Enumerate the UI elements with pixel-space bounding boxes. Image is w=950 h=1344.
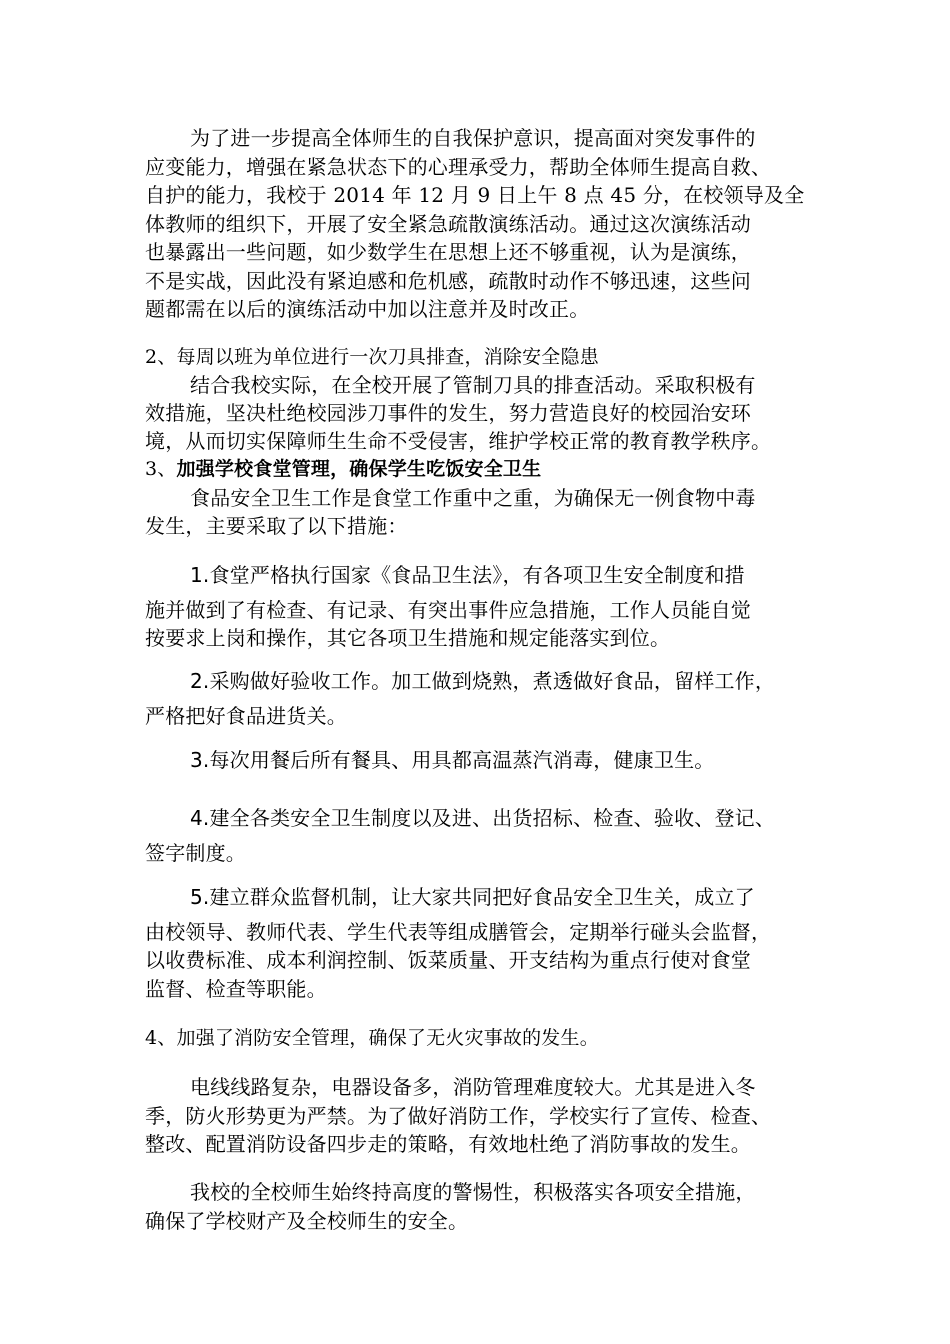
paragraph-2-line-1: 结合我校实际，在全校开展了管制刀具的排查活动。采取积极有	[190, 373, 756, 397]
measure-4-line-2: 签字制度。	[145, 841, 246, 865]
section-4-heading: 4、加强了消防安全管理，确保了无火灾事故的发生。	[145, 1027, 599, 1049]
paragraph-1-line-3: 自护的能力，我校于 2014 年 12 月 9 日上午 8 点 45 分，在校领导及全	[145, 183, 805, 207]
measure-3-line-1	[190, 748, 714, 772]
measure-5-line-4: 监督、检查等职能。	[145, 977, 327, 1001]
measure-2-number: 2.	[190, 669, 210, 693]
measure-5-line-3: 以收费标准、成本利润控制、饭菜质量、开支结构为重点行使对食堂	[145, 948, 751, 972]
measure-3-text: 每次用餐后所有餐具、用具都高温蒸汽消毒，健康卫生。	[209, 748, 715, 772]
paragraph-1-line-1: 为了进一步提高全体师生的自我保护意识，提高面对突发事件的	[190, 126, 756, 150]
measure-1-line-1	[190, 563, 745, 587]
measure-4-line-1	[190, 806, 775, 830]
paragraph-2-line-3: 境，从而切实保障师生生命不受侵害，维护学校正常的教育教学秩序。	[145, 429, 772, 453]
paragraph-1-line-6: 不是实战，因此没有紧迫感和危机感，疏散时动作不够迅速，这些问	[145, 269, 751, 293]
paragraph-5-line-2: 确保了学校财产及全校师生的安全。	[145, 1209, 469, 1233]
paragraph-4-line-2: 季，防火形势更为严禁。为了做好消防工作，学校实行了宣传、检查、	[145, 1104, 772, 1128]
measure-5-line-1	[190, 885, 755, 909]
paragraph-1-line-4: 体教师的组织下，开展了安全紧急疏散演练活动。通过这次演练活动	[145, 212, 751, 236]
measure-5-line-2: 由校领导、教师代表、学生代表等组成膳管会，定期举行碰头会监督，	[145, 920, 772, 944]
measure-4-number: 4.	[190, 806, 210, 830]
section-3-heading	[145, 457, 541, 481]
measure-1-line-3: 按要求上岗和操作，其它各项卫生措施和规定能落实到位。	[145, 626, 671, 650]
section-2-heading: 2、每周以班为单位进行一次刀具排查，消除安全隐患	[145, 346, 599, 368]
measure-1-text: 食堂严格执行国家《食品卫生法》，有各项卫生安全制度和措	[209, 563, 745, 587]
measure-5-text: 建立群众监督机制，让大家共同把好食品安全卫生关，成立了	[209, 885, 755, 909]
paragraph-3-line-2: 发生，主要采取了以下措施：	[145, 514, 408, 538]
measure-2-line-2: 严格把好食品进货关。	[145, 704, 347, 728]
measure-2-text: 采购做好验收工作。加工做到烧熟，煮透做好食品，留样工作，	[209, 669, 776, 693]
paragraph-1-line-2: 应变能力，增强在紧急状态下的心理承受力，帮助全体师生提高自救、	[145, 155, 772, 179]
measure-2-line-1	[190, 669, 775, 693]
measure-3-number: 3.	[190, 748, 210, 772]
section-3-title: 加强学校食堂管理，确保学生吃饭安全卫生	[176, 458, 542, 480]
paragraph-4-line-1: 电线线路复杂，电器设备多，消防管理难度较大。尤其是进入冬	[190, 1075, 756, 1099]
paragraph-1-line-7: 题都需在以后的演练活动中加以注意并及时改正。	[145, 297, 590, 321]
measure-1-line-2: 施并做到了有检查、有记录、有突出事件应急措施，工作人员能自觉	[145, 598, 751, 622]
measure-1-number: 1.	[190, 563, 210, 587]
paragraph-3-line-1: 食品安全卫生工作是食堂工作重中之重，为确保无一例食物中毒	[190, 486, 756, 510]
measure-5-number: 5.	[190, 885, 210, 909]
measure-4-text: 建全各类安全卫生制度以及进、出货招标、检查、验收、登记、	[209, 806, 776, 830]
section-3-number: 3、	[145, 458, 177, 480]
paragraph-2-line-2: 效措施，坚决杜绝校园涉刀事件的发生，努力营造良好的校园治安环	[145, 401, 751, 425]
paragraph-1-line-5: 也暴露出一些问题，如少数学生在思想上还不够重视，认为是演练，	[145, 240, 751, 264]
paragraph-4-line-3: 整改、配置消防设备四步走的策略，有效地杜绝了消防事故的发生。	[145, 1132, 751, 1156]
paragraph-5-line-1: 我校的全校师生始终持高度的警惕性，积极落实各项安全措施，	[190, 1180, 756, 1204]
